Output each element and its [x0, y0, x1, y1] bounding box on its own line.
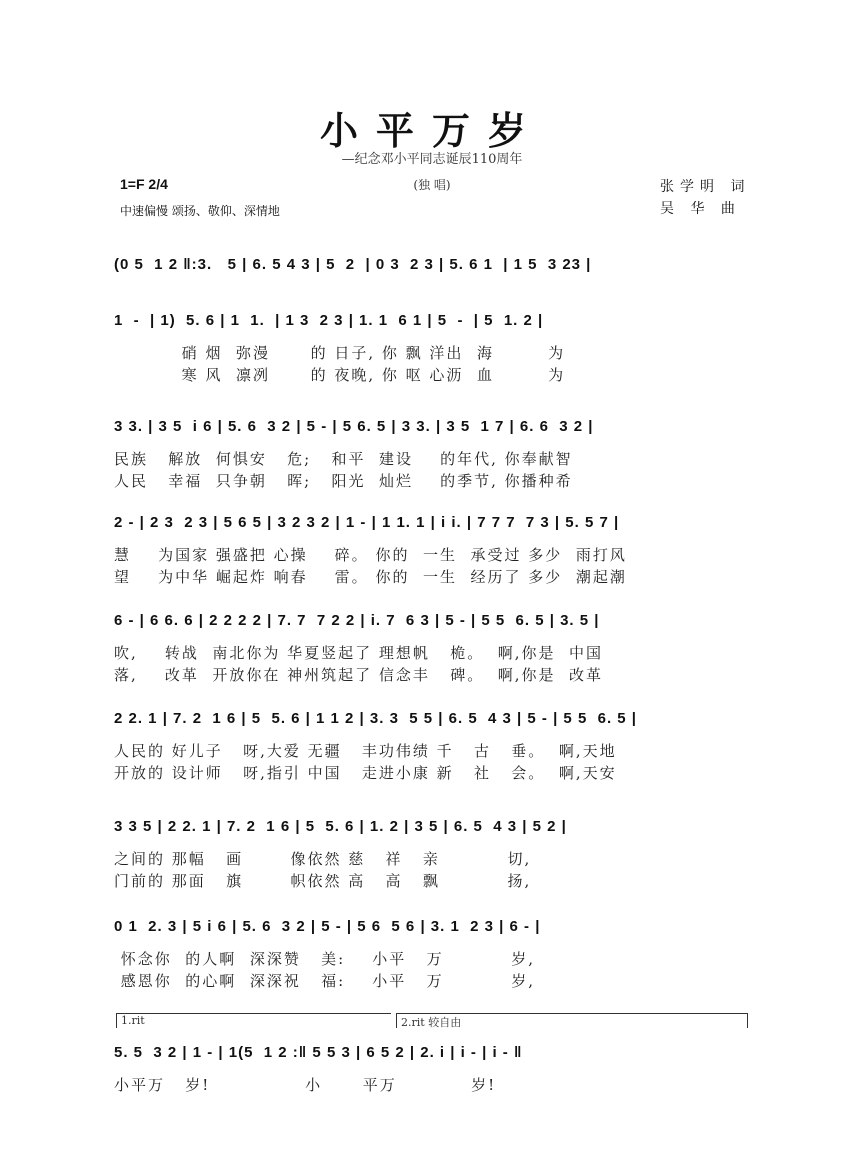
notation: 2 - | 2 3 2 3 | 5 6 5 | 3 2 3 2 | 1 - | 1 1. 1 | i i. | 7 7 7 7 3 | 5. 5 7 |	[114, 514, 620, 531]
lyric-verse-2: 落, 改革 开放你在 神州筑起了 信念丰 碑。 啊,你是 改革	[114, 666, 604, 684]
score-row-4	[114, 514, 754, 588]
lyricist: 张学明 词	[660, 179, 751, 195]
lyric-verse-2: 感恩你 的心啊 深深祝 福: 小平 万 岁,	[114, 972, 536, 990]
notation: 1 - | 1) 5. 6 | 1 1. | 1 3 2 3 | 1. 1 6 1 | 5 - | 5 1. 2 |	[114, 312, 544, 329]
notation: 3 3. | 3 5 i 6 | 5. 6 3 2 | 5 - | 5 6. 5 | 3 3. | 3 5 1 7 | 6. 6 3 2 |	[114, 418, 594, 435]
subtitle: —纪念邓小平同志诞辰110周年	[341, 152, 523, 167]
lyric-verse-1: 人民的 好儿子 呀,大爱 无疆 丰功伟绩 千 古 垂。 啊,天地	[114, 742, 617, 760]
performance-form: (独 唱)	[413, 178, 451, 192]
lyric-verse-2: 望 为中华 崛起炸 响春 雷。 你的 一生 经历了 多少 潮起潮	[114, 568, 627, 586]
tempo-marking: 中速偏慢 颂扬、敬仰、深情地	[120, 204, 280, 218]
credits	[660, 176, 750, 220]
page-title: 小平万岁	[319, 108, 544, 153]
volta-second-ending: 2.rit 较自由	[396, 1013, 748, 1028]
notation: 5. 5 3 2 | 1 - | 1(5 1 2 :‖ 5 5 3 | 6 5 2 | 2. i | i - | i - ‖	[114, 1044, 523, 1061]
lyric-verse-1: 硝 烟 弥漫 的 日子, 你 飘 洋出 海 为	[114, 344, 566, 362]
score-row-5	[114, 612, 754, 686]
lyric-verse-2: 寒 风 凛冽 的 夜晚, 你 呕 心沥 血 为	[114, 366, 566, 384]
score-row-2	[114, 312, 754, 386]
volta-first-ending: 1.rit	[116, 1013, 391, 1028]
lyric-verse-1: 民族 解放 何惧安 危; 和平 建设 的年代, 你奉献智	[114, 450, 573, 468]
lyric-verse-2: 门前的 那面 旗 帜依然 高 高 飘 扬,	[114, 872, 532, 890]
score-row-9	[114, 1044, 754, 1096]
score-row-8	[114, 918, 754, 992]
lyric-verse-1: 慧 为国家 强盛把 心操 碎。 你的 一生 承受过 多少 雨打风	[114, 546, 627, 564]
score-row-6	[114, 710, 754, 784]
lyric-verse-1: 之间的 那幅 画 像依然 慈 祥 亲 切,	[114, 850, 532, 868]
lyric-verse-1: 怀念你 的人啊 深深赞 美: 小平 万 岁,	[114, 950, 536, 968]
lyric-verse-1: 吹, 转战 南北你为 华夏竖起了 理想帆 桅。 啊,你是 中国	[114, 644, 604, 662]
notation: (0 5 1 2 ‖:3. 5 | 6. 5 4 3 | 5 2 | 0 3 2 3 | 5. 6 1 | 1 5 3 23 |	[114, 256, 592, 273]
notation: 2 2. 1 | 7. 2 1 6 | 5 5. 6 | 1 1 2 | 3. 3 5 5 | 6. 5 4 3 | 5 - | 5 5 6. 5 |	[114, 710, 638, 727]
lyric-verse-2: 开放的 设计师 呀,指引 中国 走进小康 新 社 会。 啊,天安	[114, 764, 617, 782]
notation: 6 - | 6 6. 6 | 2 2 2 2 | 7. 7 7 2 2 | i. 7 6 3 | 5 - | 5 5 6. 5 | 3. 5 |	[114, 612, 600, 629]
composer: 吴 华 曲	[660, 201, 741, 217]
score-row-7	[114, 818, 754, 892]
notation: 0 1 2. 3 | 5 i 6 | 5. 6 3 2 | 5 - | 5 6 5 6 | 3. 1 2 3 | 6 - |	[114, 918, 541, 935]
lyric-final: 小平万 岁! 小 平万 岁!	[114, 1076, 497, 1094]
score-row-1	[114, 256, 754, 286]
notation: 3 3 5 | 2 2. 1 | 7. 2 1 6 | 5 5. 6 | 1. 2 | 3 5 | 6. 5 4 3 | 5 2 |	[114, 818, 567, 835]
score-row-3	[114, 418, 754, 492]
key-signature: 1=F 2/4	[120, 176, 168, 192]
lyric-verse-2: 人民 幸福 只争朝 晖; 阳光 灿烂 的季节, 你播种希	[114, 472, 573, 490]
